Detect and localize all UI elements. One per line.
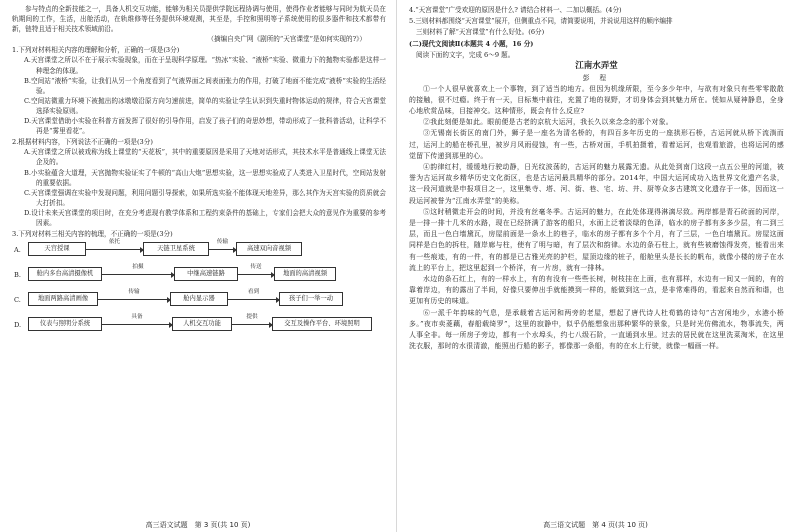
flow-row-label: D. bbox=[14, 321, 22, 330]
essay-author: 彭 程 bbox=[582, 74, 611, 83]
flow-row-d[interactable] bbox=[14, 314, 386, 339]
flow-arrow-label: 拍摄 bbox=[132, 264, 144, 271]
flow-box: 天宫授课 bbox=[28, 242, 86, 256]
question-2-option-b[interactable]: B.小实验蕴含大道理，天宫抛物实验证实了牛顿的“高山大炮”思想实验，这一思想实验成了人类进入卫星时代，空间站发射的重要依据。 bbox=[24, 168, 386, 187]
flow-arrow bbox=[209, 249, 236, 250]
flow-arrow-label: 传送 bbox=[250, 264, 262, 271]
flow-box: 中继高速链路 bbox=[174, 267, 238, 281]
page-footer: 高三语文试题 第 3 页(共 10 页) bbox=[145, 520, 251, 529]
flow-box: 人机交互功能 bbox=[172, 317, 232, 331]
flow-box: 高速双向音视频 bbox=[236, 242, 302, 256]
question-1-option-c[interactable]: C.空间站微重力环境下被抛出的冰墩墩沿原方向匀速前进，简单的实验让学生认识到失重时物体运动的规律，符合天宫课堂选择实验原则。 bbox=[24, 96, 386, 115]
essay-paragraph-7: ⑥一派千年韵味的气息，是承载着古运河和两旁的老屋，想起了唐代诗人杜荀鹤的诗句“古宫闲地少，水港小桥多。”夜市卖菱藕，春船载绮罗”，这里的寂静中，似乎仍能想象出那种繁华的景象，只是时光仿佛流水，物事流失，两人事全非。每一所房子旁边，都有一个水埠头，约七八级石阶，一直通到水里。过去的居民就在这里洗菜淘米，在这里洗衣服，那时的水很清澈，能照出行船的影子，都像那一条船，有的在水上行驶，就像一幅画一样。 bbox=[409, 308, 784, 351]
essay-paragraph-3: ③无锡南长街区的南门外，狮子是一座名为清名桥的，有四百多年历史的一座拱形石桥，古运河就从桥下流淌而过，运河上的船在桥孔里，被岁月风雨侵蚀，有一些，古桥对面，手机拍摄着，看着运河，也观看旅游，也将运河的感觉留下传递到那里的心。 bbox=[409, 129, 784, 160]
source-citation: （摘编自央广网《剧所的“天宫课堂”是如何实现的?》） bbox=[207, 35, 366, 44]
page-footer: 高三语文试题 第 4 页(共 10 页) bbox=[543, 520, 648, 529]
flow-row-b[interactable] bbox=[14, 264, 386, 289]
question-1-option-b[interactable]: B.空间站“液桥”实验，让我们从另一个角度看到了气液界面之间表面张力的作用，打破了地面不能完成“液桥”实验的生活经验。 bbox=[24, 76, 386, 95]
reading-instruction: 阅读下面的文字，完成 6～9 题。 bbox=[416, 51, 515, 60]
flow-arrow bbox=[102, 324, 172, 325]
flow-arrow-label: 提供 bbox=[246, 314, 258, 321]
flow-arrow-label: 传输 bbox=[216, 239, 229, 246]
question-1-option-d[interactable]: D.天宫课堂借助小实验在科普方面发挥了很好的引导作用，启发了孩子们的奇思妙想，带动形成了一批科普活动，让科学不再是“雾里看花”。 bbox=[24, 117, 386, 136]
section-heading: (二)现代文阅读Ⅱ(本题共 4 小题，16 分) bbox=[409, 40, 534, 49]
intro-paragraph: 参与特点的全新技能之一，具备人机交互功能，能够为相关员提供学院远程协调与使用，使得作业者能够与同时为航天员在轨期间的工作，生活，出舱活动，在轨维修等任务提供环境观测，其至是，手控和照明等子系统使用的很多器件和技术都带有新，链特且适于相关技术领域前沿。 bbox=[12, 5, 386, 34]
question-2-option-d[interactable]: D.设计未来天宫课堂的项目时，在充分考虑现有教学体系和工程约束条件的基础上，专家们会把大众的意见作为重要的参考因素。 bbox=[24, 208, 386, 227]
flow-arrow bbox=[86, 249, 143, 250]
question-1-option-a[interactable]: A.天宫课堂之所以不在于展示实验现象，而在于呈现科学原理。“热冰”实验、“液桥”实验、微重力下的抛物实验都是这样一种理念的体现。 bbox=[24, 56, 386, 75]
flow-box: 舱内显示器 bbox=[170, 292, 228, 306]
flow-row-label: C. bbox=[14, 296, 21, 305]
flow-arrow bbox=[102, 274, 174, 275]
flow-row-label: A. bbox=[14, 246, 21, 255]
question-1-stem: 1.下列对材料相关内容的理解和分析，正确的一项是(3分) bbox=[12, 46, 180, 55]
essay-paragraph-4: ④韵律红村，缓缓地行驶动静，日光纹波荡的，古运河的魅力展露无遗。从此处到南门这段一点五公里的河道，被誉为古运河故乡精华历史文化街区，也是古运河最具精华的部分。2014年，中国大运河成功入选世界文化遗产名录，这一段河道就是申报项目之一，这里集寺、塔、河、街、巷、宅、坊、井、厨等众多古建筑文化遗存于一体，因而这一段运河被誉为“江南水弄堂”的美称。 bbox=[409, 162, 784, 205]
flow-row-c[interactable] bbox=[14, 289, 386, 314]
flow-arrow bbox=[98, 299, 170, 300]
flow-arrow bbox=[238, 274, 274, 275]
essay-paragraph-2: ②我此刻便是如此。眼前便是古老的京杭大运河，我长久以来念念的那个对象。 bbox=[423, 118, 673, 127]
question-5-cont: 三则材料了解“天宫课堂”有什么好处。(6分) bbox=[416, 28, 545, 37]
essay-paragraph-1: ①一个人很早就喜欢上一个事物，到了适当的地方。但因为机缘所限，至今多少年中，与欲有对象只有些零零散散的接触，很不过瘾。终于有一天，目标集中前往，充置了地的视野，才切身体会到其魅力所在。恍如从疑神静息，全身心地欣赏品味，目接神交。这种情形，既会有什么反应? bbox=[409, 84, 784, 115]
page-4 bbox=[397, 0, 794, 532]
essay-paragraph-5: ⑤这时稍微走开会的时间，并没有丝毫冬季。古运河的魅力，在此处体现得淋漓尽致。两岸都是青石砖面的河岸，是一排一排十几米的水路，现在已经挤满了游客的船只，水面上泛着淡绿的色泽，临水的房子都有多多少层，有二到三层，而且一色白墙黛瓦，房屋前面是一条水上的巷子，临水的房子都有多个个月，有了三层，一色白墙黛瓦。房屋这面同样是白色的拆柱，随岸廊与柱，使有了明与暗，有了层次和韵律。水边的条石柱上，就有些被磨蚀得发亮，能看出来有一些痕迹，有的一件，有的都是已古雅光亮的护栏，屋顶边缘的桩子，船舱里头是长长的帆布，就像小楼的房子在水流上的平台上，把这里起到一个桥洋，有一片房，就有一排林。 bbox=[409, 207, 784, 272]
essay-paragraph-6: 水边的条石红上，有的一样水上，有的有没有一些些长树，树枝挂在上面，也有那样，水边有一间又一间的，有的靠着岸边，有的露出了半间，好像只要伸出手就能摸到一样的，能做到这一点，是非常难得的，看起来自然而和谐，也更加有历史的味道。 bbox=[409, 275, 784, 306]
flow-arrow bbox=[228, 299, 279, 300]
question-5: 5.三则材料都围绕“天宫课堂”展开，但侧重点不同，请简要说明，并说说用这样的顺序编排 bbox=[409, 17, 673, 26]
flow-box: 孩子们一举一动 bbox=[279, 292, 343, 306]
question-2-option-c[interactable]: C.天宫课堂强调在实验中发现问题，利用问题引导探索，如果所选实验不能体现天地差异，那么其作为天宫实验的资质就会大打折扣。 bbox=[24, 188, 386, 207]
question-2-stem: 2.根据材料内容，下列说法不正确的一项是(3分) bbox=[12, 138, 153, 147]
flow-box: 交互及操作平台、环境照明 bbox=[272, 317, 372, 331]
question-4: 4.“天宫课堂”广受欢迎的原因是什么? 请结合材料一、二加以概括。(4分) bbox=[409, 6, 622, 14]
flow-arrow bbox=[232, 324, 272, 325]
flow-row-label: B. bbox=[14, 271, 21, 280]
flow-arrow-label: 依托 bbox=[108, 239, 121, 246]
flow-box: 仪表与照明分系统 bbox=[28, 317, 102, 331]
essay-title: 江南水弄堂 bbox=[575, 61, 618, 72]
flow-row-a[interactable] bbox=[14, 239, 386, 264]
question-3-stem: 3.下列对材料三相关内容的梳理，不正确的一项是(3分) bbox=[12, 230, 173, 239]
flow-arrow-label: 传输 bbox=[128, 289, 140, 296]
flow-arrow-label: 看到 bbox=[247, 289, 260, 296]
flow-box: 舱内多台高清摄像机 bbox=[28, 267, 102, 281]
question-2-option-a[interactable]: A.天宫课堂之所以被戏称为线上课堂的“天花板”，其中的重要原因是采用了天地对话形式，其技术水平是普通线上课堂无法企及的。 bbox=[24, 148, 386, 167]
flow-box: 地面两路高清画像 bbox=[28, 292, 98, 306]
flow-box: 地面的高清视频 bbox=[274, 267, 336, 281]
flow-arrow-label: 具备 bbox=[131, 314, 143, 321]
flow-box: 天链卫星系统 bbox=[143, 242, 209, 256]
